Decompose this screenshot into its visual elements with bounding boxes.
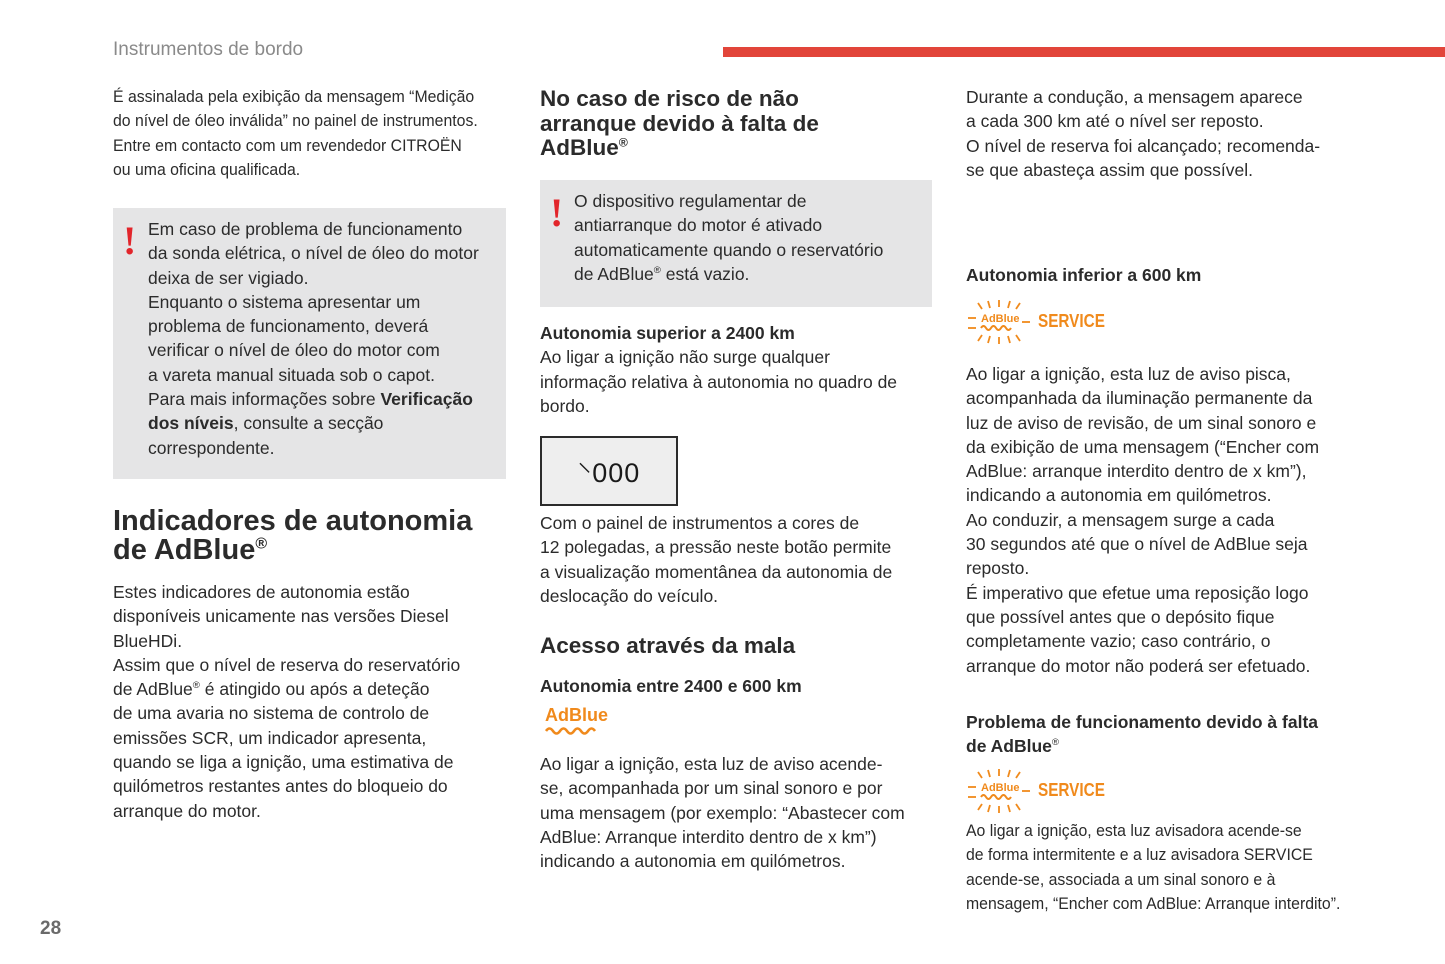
autonomy-2400-600-text [540, 752, 935, 873]
text-line: automaticamente quando o reservatório [574, 239, 884, 260]
warning-exclamation-icon: ! [550, 190, 564, 235]
col1-intro-text [113, 85, 508, 182]
text-line: a cada 300 km até o nível ser reposto. [966, 111, 1264, 132]
text-line: Estes indicadores de autonomia estão [113, 582, 410, 602]
warning-text [148, 217, 508, 460]
text-line: luz de aviso de revisão, de um sinal sonoro e [966, 412, 1317, 433]
adblue-autonomy-paragraph [113, 580, 508, 823]
text-line: O nível de reserva foi alcançado; recomenda- [966, 135, 1321, 156]
text-line: se que abasteça assim que possível. [966, 159, 1253, 180]
text-line: Entre em contacto com um revendedor CITROËN [113, 135, 462, 155]
text-line: dos níveis, consulte a secção [148, 413, 384, 434]
text-line: da exibição de uma mensagem (“Encher com [966, 436, 1320, 457]
text-line: disponíveis unicamente nas versões Diesel [113, 606, 449, 627]
section-title: Instrumentos de bordo [113, 39, 304, 60]
text-line: acende-se, associada a um sinal sonoro e à [966, 869, 1276, 889]
warning-text [574, 189, 929, 286]
text-line: Enquanto o sistema apresentar um [148, 291, 421, 312]
text-line: completamente vazio; caso contrário, o [966, 631, 1271, 652]
text-line: 12 polegadas, a pressão neste botão permite [540, 537, 892, 558]
autonomy-over-2400 [540, 321, 935, 418]
text-line: deslocação do veículo. [540, 585, 719, 606]
text-line: reposto. [966, 558, 1030, 579]
text-line: O dispositivo regulamentar de [574, 191, 807, 211]
oil-sensor-warning-box [113, 208, 506, 479]
text-line: Com o painel de instrumentos a cores de [540, 513, 860, 533]
text-line: mensagem, “Encher com AdBlue: Arranque interdito”. [966, 893, 1341, 913]
text-line: É assinalada pela exibição da mensagem “Medição [113, 87, 475, 106]
antistart-warning-box [540, 180, 932, 307]
autonomy-under-600-text [966, 362, 1361, 678]
text-line: bordo. [540, 395, 590, 416]
col1-intro [113, 85, 508, 182]
page-number: 28 [40, 918, 62, 939]
malfunction-subheading: Problema de funcionamento devido à falta de AdBlue® [966, 712, 1319, 757]
no-start-risk-title: No caso de risco de não arranque devido à falta de AdBlue® [540, 86, 819, 160]
text-line: de AdBlue® é atingido ou após a deteção [113, 679, 430, 700]
text-line: que possível antes que o depósito fique [966, 606, 1275, 627]
service-label: SERVICE [1038, 780, 1105, 800]
text-line: emissões SCR, um indicador apresenta, [113, 727, 427, 748]
subheading: Autonomia inferior a 600 km [966, 265, 1202, 285]
text-line: arranque do motor não poderá ser efetuado. [966, 655, 1311, 676]
text-line: da sonda elétrica, o nível de óleo do motor [148, 243, 479, 264]
text-line: Para mais informações sobre Verificação [148, 389, 473, 410]
adblue-text: AdBlue [981, 313, 1020, 325]
text-line: BlueHDi. [113, 630, 183, 651]
subheading: Autonomia superior a 2400 km [540, 323, 795, 343]
text-line: Em caso de problema de funcionamento [148, 219, 463, 239]
odometer-description [540, 511, 935, 608]
text-line: quilómetros restantes antes do bloqueio do [113, 776, 448, 797]
text-line: Ao ligar a ignição, esta luz de aviso acende- [540, 754, 883, 774]
adblue-autonomy-title: Indicadores de autonomia de AdBlue® [113, 505, 473, 566]
adblue-service-icon [966, 767, 1106, 815]
col3-intro [966, 85, 1361, 182]
text-line: do nível de óleo inválida” no painel de instrumentos. [113, 111, 478, 131]
text-line: indicando a autonomia em quilómetros. [966, 485, 1272, 506]
text-line: de uma avaria no sistema de controlo de [113, 703, 430, 724]
text-line: 30 segundos até que o nível de AdBlue seja [966, 534, 1308, 555]
text-line: verificar o nível de óleo do motor com [148, 340, 440, 361]
text-line: deixa de ser vigiado. [148, 267, 309, 288]
warning-exclamation-icon: ! [123, 218, 137, 263]
text-line: quando se liga a ignição, uma estimativa de [113, 752, 454, 773]
bold-ref: Verificação [380, 389, 473, 410]
bold-ref: dos níveis [148, 413, 234, 434]
text-line: Assim que o nível de reserva do reservatório [113, 654, 461, 675]
text-line: se, acompanhada por um sinal sonoro e por [540, 778, 883, 799]
odometer-value: ⸌000 [577, 457, 641, 488]
subheading: Autonomia entre 2400 e 600 km [540, 676, 802, 696]
adblue-flashing-icon [966, 298, 1036, 346]
text-line: a vareta manual situada sob o capot. [148, 364, 435, 385]
text-line: de forma intermitente e a luz avisadora SERVICE [966, 845, 1313, 865]
adblue-wave-icon [545, 726, 605, 736]
text-line: Ao ligar a ignição não surge qualquer [540, 347, 830, 368]
text-line: Ao ligar a ignição, esta luz de aviso pisca, [966, 364, 1291, 384]
text-line: indicando a autonomia em quilómetros. [540, 851, 846, 872]
text-line: de AdBlue® está vazio. [574, 263, 750, 284]
text-line: Ao conduzir, a mensagem surge a cada [966, 509, 1275, 530]
text-line: acompanhada da iluminação permanente da [966, 388, 1313, 409]
adblue-service-icon [966, 298, 1106, 346]
text-line: AdBlue: Arranque interdito dentro de x km”) [540, 826, 877, 847]
text-line: arranque do motor. [113, 800, 261, 821]
text-line: Ao ligar a ignição, esta luz avisadora acende-se [966, 821, 1302, 840]
malfunction-text [966, 819, 1361, 916]
text-line: uma mensagem (por exemplo: “Abastecer com [540, 802, 905, 823]
trunk-access-title: Acesso através da mala [540, 633, 796, 658]
adblue-text: AdBlue [981, 782, 1020, 794]
text-line: É imperativo que efetue uma reposição logo [966, 582, 1309, 603]
text-line: ou uma oficina qualificada. [113, 159, 301, 179]
service-label: SERVICE [1038, 311, 1105, 331]
text-line: problema de funcionamento, deverá [148, 316, 429, 337]
adblue-warning-icon [545, 705, 615, 739]
registered-mark: ® [255, 535, 268, 553]
text-line: a visualização momentânea da autonomia de [540, 561, 893, 582]
text-line: informação relativa à autonomia no quadro de [540, 371, 898, 392]
adblue-label: AdBlue [545, 705, 608, 725]
text-line: antiarranque do motor é ativado [574, 215, 823, 236]
header-accent-bar [723, 47, 1445, 57]
odometer-display [540, 436, 678, 506]
text-line: Durante a condução, a mensagem aparece [966, 87, 1303, 107]
text-line: correspondente. [148, 437, 275, 458]
text-line: AdBlue: arranque interdito dentro de x km”), [966, 461, 1307, 482]
adblue-flashing-icon [966, 767, 1036, 815]
